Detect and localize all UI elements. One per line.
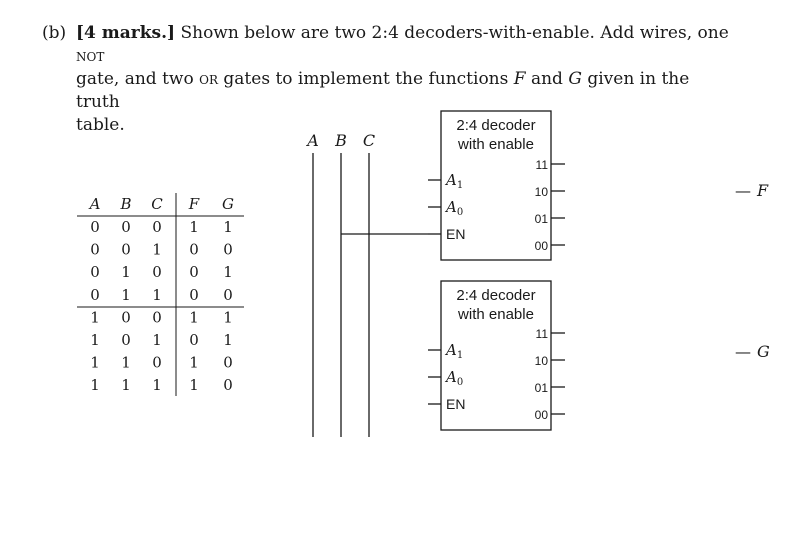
- cell-g: 0: [223, 376, 233, 395]
- table-row: [90, 331, 233, 349]
- decoder-top-out-11-label: 11: [535, 158, 548, 172]
- decoder-top-a1-label: $A_1$: [446, 171, 464, 191]
- cell-b: 1: [121, 376, 131, 395]
- cell-g: 1: [223, 331, 233, 349]
- cell-a: 0: [90, 263, 100, 282]
- cell-a: 0: [90, 218, 100, 236]
- truth-table-header: [88, 195, 234, 213]
- cell-b: 0: [121, 240, 131, 259]
- or-gate-term: or: [199, 69, 218, 89]
- cell-g: 1: [223, 308, 233, 327]
- cell-b: 1: [121, 285, 131, 304]
- decoder-bottom-out-10-label: 10: [534, 354, 548, 368]
- cell-a: 0: [90, 240, 100, 259]
- truth-table-body: [90, 218, 233, 394]
- circuit-outputs: [735, 181, 770, 361]
- output-g-dash: —: [735, 342, 751, 361]
- table-row: [90, 376, 233, 394]
- table-row: [90, 286, 233, 304]
- cell-b: 1: [121, 353, 131, 372]
- table-row: [90, 354, 233, 372]
- decoder-top-title-1: 2:4 decoder: [456, 117, 536, 134]
- cell-f: 0: [189, 331, 199, 349]
- cell-c: 0: [152, 308, 162, 327]
- decoder-bottom-title-2: with enable: [458, 306, 534, 323]
- cell-c: 1: [152, 331, 162, 349]
- decoder-bottom-title-1: 2:4 decoder: [456, 287, 536, 304]
- cell-g: 0: [223, 353, 233, 372]
- decoder-top[interactable]: [428, 111, 565, 260]
- question-label: (b): [42, 23, 67, 43]
- decoder-bottom-a0-label: $A_0$: [446, 368, 464, 388]
- decoder-bottom-out-11-label: 11: [535, 327, 548, 341]
- question-line-2: gate, and two or gates to implement the functions F and G given in the truth: [76, 69, 690, 112]
- cell-f: 1: [189, 218, 199, 236]
- decoder-bottom-out-00-label: 00: [534, 408, 548, 422]
- question-line-3: table.: [76, 115, 125, 135]
- cell-b: 0: [121, 218, 131, 236]
- cell-g: 1: [223, 218, 233, 236]
- question-line-1: [4 marks.] Shown below are two 2:4 decoders-with-enable. Add wires, one not: [76, 23, 729, 66]
- table-row: [90, 308, 233, 326]
- cell-a: 1: [90, 376, 100, 395]
- cell-c: 1: [152, 376, 162, 395]
- decoder-bottom-en-label: EN: [446, 396, 466, 412]
- truth-table: [77, 193, 244, 396]
- decoder-bottom-a1-label: $A_1$: [446, 341, 464, 361]
- cell-b: 0: [121, 331, 131, 349]
- cell-c: 1: [152, 240, 162, 259]
- bus-label-b: B: [335, 131, 347, 150]
- cell-f: 0: [189, 240, 199, 259]
- decoder-bottom[interactable]: [428, 281, 565, 430]
- header-c: C: [151, 195, 163, 213]
- cell-f: 0: [189, 285, 199, 304]
- bus-label-c: C: [362, 131, 376, 150]
- decoder-top-out-10-label: 10: [534, 185, 548, 199]
- table-row: [90, 241, 233, 259]
- decoder-top-out-01-label: 01: [534, 212, 548, 226]
- function-g: G: [568, 69, 582, 89]
- cell-c: 1: [152, 285, 162, 304]
- cell-c: 0: [152, 263, 162, 282]
- table-row: [90, 263, 233, 281]
- cell-a: 1: [90, 331, 100, 349]
- output-f-label: F: [757, 181, 769, 200]
- cell-g: 0: [223, 285, 233, 304]
- question-marks: [4 marks.]: [76, 23, 176, 43]
- cell-g: 1: [223, 263, 233, 282]
- cell-c: 0: [152, 218, 162, 236]
- cell-b: 1: [121, 263, 131, 282]
- cell-f: 1: [189, 353, 199, 372]
- header-a: A: [89, 195, 101, 213]
- cell-f: 0: [189, 263, 199, 282]
- header-b: B: [120, 195, 132, 213]
- bus-label-a: A: [307, 131, 319, 150]
- decoder-top-out-00-label: 00: [534, 239, 548, 253]
- output-f-dash: —: [735, 181, 751, 200]
- input-bus: [305, 131, 428, 437]
- cell-c: 0: [152, 353, 162, 372]
- decoder-top-a0-label: $A_0$: [446, 198, 464, 218]
- header-g: G: [222, 195, 234, 213]
- cell-g: 0: [223, 240, 233, 259]
- cell-b: 0: [121, 308, 131, 327]
- not-gate-term: not: [76, 46, 105, 66]
- function-f: F: [513, 69, 526, 89]
- cell-a: 0: [90, 285, 100, 304]
- decoder-bottom-out-01-label: 01: [534, 381, 548, 395]
- header-f: F: [188, 195, 200, 213]
- cell-a: 1: [90, 353, 100, 372]
- cell-a: 1: [90, 308, 100, 327]
- output-g-label: G: [757, 342, 770, 361]
- decoder-top-title-2: with enable: [458, 136, 534, 153]
- table-row: [90, 218, 233, 236]
- decoder-top-en-label: EN: [446, 226, 466, 242]
- cell-f: 1: [189, 376, 199, 395]
- cell-f: 1: [189, 308, 199, 327]
